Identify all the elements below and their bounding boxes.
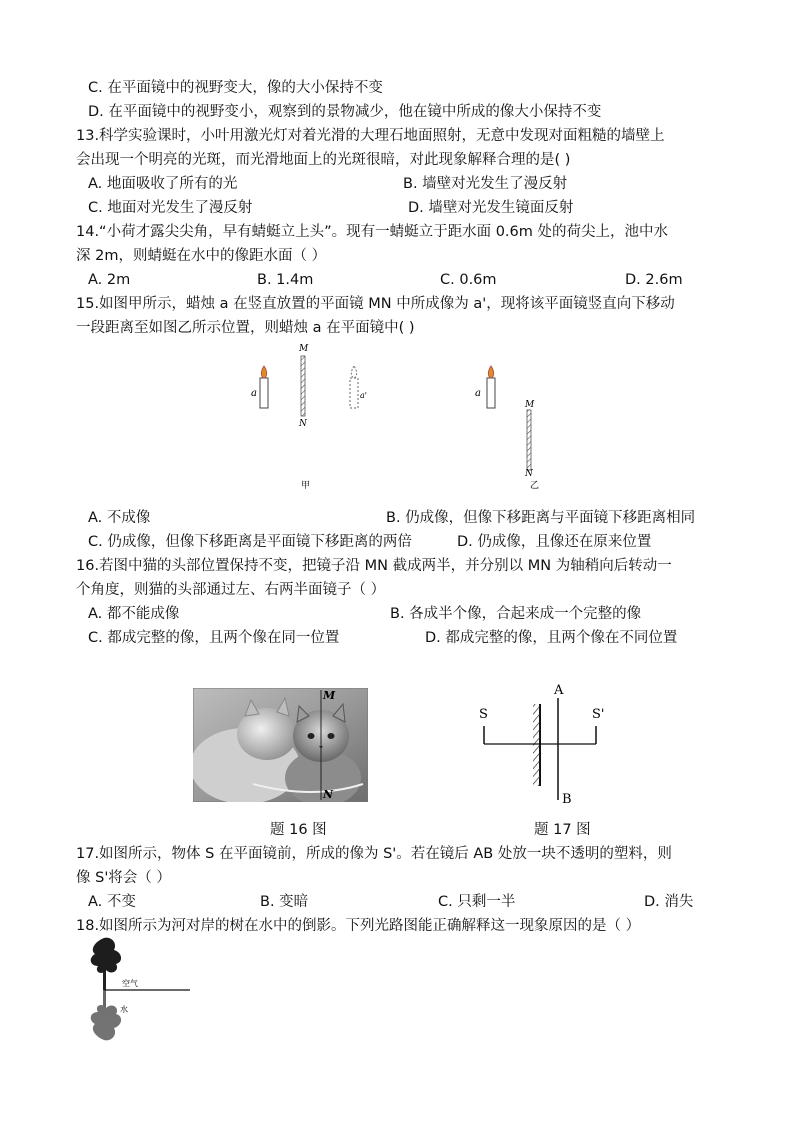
q13-stem-line2: 会出现一个明亮的光斑，而光滑地面上的光斑很暗，对此现象解释合理的是( ) <box>76 152 571 168</box>
candle-a-jia <box>260 366 268 408</box>
label-jia: 甲 <box>301 481 311 491</box>
q15-stem-line1: 15.如图甲所示，蜡烛 a 在竖直放置的平面镜 MN 中所成像为 a'，现将该平面镜竖直向下移动 <box>76 296 675 312</box>
q17-figure <box>470 680 620 805</box>
label-n-16: N <box>323 788 334 801</box>
q16-cat-mirror-photo <box>193 688 368 802</box>
image-candle-a-prime <box>350 366 358 408</box>
q15-figure <box>240 336 560 496</box>
label-m-16: M <box>323 689 336 702</box>
q14-option-a: A. 2m <box>88 272 131 288</box>
label-m-jia: M <box>299 344 309 354</box>
q16-option-c: C. 都成完整的像，且两个像在同一位置 <box>88 630 340 646</box>
label-m-yi: M <box>525 400 535 410</box>
q13-option-d: D. 墙壁对光发生镜面反射 <box>408 200 574 216</box>
q17-option-b: B. 变暗 <box>260 894 309 910</box>
q16-option-a: A. 都不能成像 <box>88 606 180 622</box>
label-b-17: B <box>562 792 572 805</box>
label-s-prime: S' <box>592 707 605 722</box>
label-a-jia: a <box>251 388 257 399</box>
label-water: 水 <box>120 1005 128 1014</box>
q17-stem-line2: 像 S'将会（ ） <box>76 870 171 886</box>
q15-stem-line2: 一段距离至如图乙所示位置，则蜡烛 a 在平面镜中( ) <box>76 320 415 336</box>
q14-option-d: D. 2.6m <box>625 272 683 288</box>
q16-stem-line1: 16.若图中猫的头部位置保持不变，把镜子沿 MN 截成两半，并分别以 MN 为轴稍向后转动一 <box>76 558 672 574</box>
q13-option-c: C. 地面对光发生了漫反射 <box>88 200 253 216</box>
q14-option-c: C. 0.6m <box>440 272 497 288</box>
q16-stem-line2: 个角度，则猫的头部通过左、右两半面镜子（ ） <box>76 582 386 598</box>
q15-option-b: B. 仍成像，但像下移距离与平面镜下移距离相同 <box>386 510 696 526</box>
q17-option-c: C. 只剩一半 <box>438 894 516 910</box>
q16-option-d: D. 都成完整的像，且两个像在不同位置 <box>425 630 678 646</box>
q12-option-c: C. 在平面镜中的视野变大，像的大小保持不变 <box>88 80 383 96</box>
q13-option-a: A. 地面吸收了所有的光 <box>88 176 238 192</box>
q15-option-d: D. 仍成像，且像还在原来位置 <box>457 534 652 550</box>
label-n-yi: N <box>525 469 533 479</box>
q17-caption: 题 17 图 <box>534 822 591 838</box>
label-n-jia: N <box>299 419 307 429</box>
q14-stem-line2: 深 2m，则蜻蜓在水中的像距水面（ ） <box>76 248 327 264</box>
q12-option-d: D. 在平面镜中的视野变小，观察到的景物减少，他在镜中所成的像大小保持不变 <box>88 104 602 120</box>
q13-option-b: B. 墙壁对光发生了漫反射 <box>403 176 568 192</box>
label-a-prime: a' <box>360 391 367 400</box>
mirror-mn-yi <box>527 410 531 470</box>
q17-option-d: D. 消失 <box>644 894 694 910</box>
q16-caption: 题 16 图 <box>270 822 327 838</box>
q15-option-c: C. 仍成像，但像下移距离是平面镜下移距离的两倍 <box>88 534 412 550</box>
tree-reflection <box>91 990 121 1040</box>
q15-option-a: A. 不成像 <box>88 510 151 526</box>
q16-option-b: B. 各成半个像，合起来成一个完整的像 <box>390 606 642 622</box>
q17-option-a: A. 不变 <box>88 894 136 910</box>
q14-option-b: B. 1.4m <box>257 272 314 288</box>
tree <box>91 938 121 990</box>
label-a-yi: a <box>475 388 481 399</box>
candle-a-yi <box>487 366 495 408</box>
q17-stem-line1: 17.如图所示，物体 S 在平面镜前，所成的像为 S'。若在镜后 AB 处放一块不透明的塑料，则 <box>76 846 672 862</box>
mirror-mn-jia <box>301 356 305 416</box>
q13-stem-line1: 13.科学实验课时，小叶用激光灯对着光滑的大理石地面照射，无意中发现对面粗糙的墙壁上 <box>76 128 665 144</box>
q18-stem: 18.如图所示为河对岸的树在水中的倒影。下列光路图能正确解释这一现象原因的是（ ） <box>76 918 641 934</box>
label-s: S <box>479 707 488 722</box>
label-a-17: A <box>554 683 564 698</box>
mirror-hatching <box>533 704 540 786</box>
label-air: 空气 <box>122 979 138 988</box>
q14-stem-line1: 14.“小荷才露尖尖角，早有蜻蜓立上头”。现有一蜻蜓立于距水面 0.6m 处的荷尖上，池中水 <box>76 224 668 240</box>
q18-tree-reflection-figure <box>84 936 196 1042</box>
label-yi: 乙 <box>530 481 540 491</box>
